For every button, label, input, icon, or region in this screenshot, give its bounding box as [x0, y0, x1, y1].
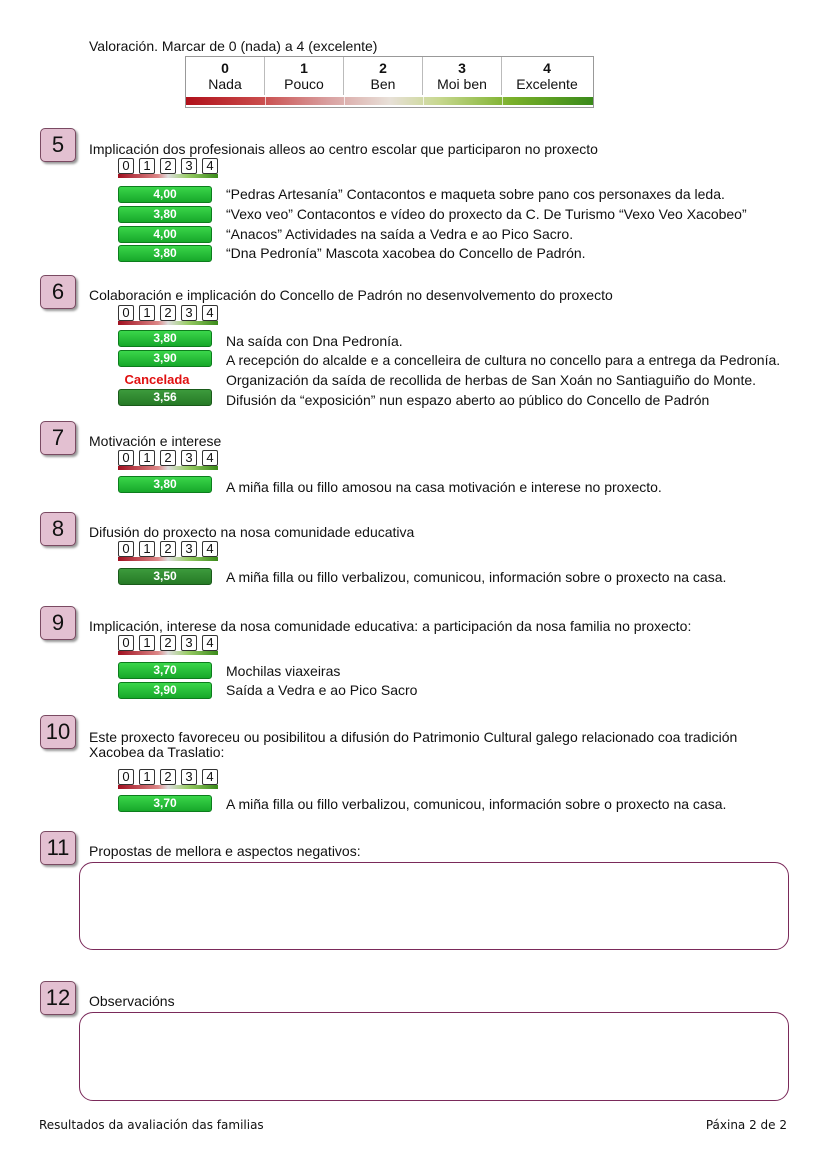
legend-title: Valoración. Marcar de 0 (nada) a 4 (excelente) — [89, 38, 378, 54]
item-text: Mochilas viaxeiras — [226, 663, 341, 679]
question-title: Observacións — [89, 993, 175, 1009]
legend-cell-0 — [186, 57, 265, 95]
item-text: A miña filla ou fillo verbalizou, comunicou, información sobre o proxecto na casa. — [226, 569, 727, 585]
legend-label: Ben — [370, 76, 396, 92]
legend-cell-3 — [423, 57, 502, 95]
score-pill: 4,00 — [118, 226, 212, 243]
scale-digit: 1 — [139, 305, 155, 321]
legend-color-bar — [186, 97, 593, 105]
item-text: Difusión da “exposición” nun espazo aberto ao público do Concello de Padrón — [226, 392, 710, 408]
legend-cell-2 — [344, 57, 423, 95]
item-text: “Pedras Artesanía” Contacontos e maqueta sobre pano cos personaxes da leda. — [226, 186, 725, 202]
rating-legend-table — [185, 56, 594, 108]
item-text: A miña filla ou fillo verbalizou, comunicou, información sobre o proxecto na casa. — [226, 796, 727, 812]
item-text: Organización da saída de recollida de herbas de San Xoán no Santiaguiño do Monte. — [226, 372, 757, 388]
score-pill: 3,90 — [118, 682, 212, 699]
legend-num: 1 — [300, 60, 308, 76]
scale-digit: 2 — [160, 305, 176, 321]
scale-digit: 0 — [118, 541, 134, 557]
scale-digit: 4 — [202, 769, 218, 785]
legend-num: 0 — [221, 60, 229, 76]
question-title: Propostas de mellora e aspectos negativos: — [89, 843, 361, 859]
proposals-textbox[interactable] — [79, 862, 789, 950]
scale-digit: 1 — [139, 541, 155, 557]
score-pill: 3,90 — [118, 350, 212, 367]
footer-page-number: Páxina 2 de 2 — [705, 1118, 787, 1132]
question-number: 8 — [40, 512, 76, 546]
scale-digit: 3 — [181, 450, 197, 466]
legend-cell-1 — [265, 57, 344, 95]
question-title-line2: Xacobea da Traslatio: — [89, 744, 225, 760]
question-title: Implicación dos profesionais alleos ao centro escolar que participaron no proxecto — [89, 141, 598, 157]
question-number: 12 — [40, 981, 76, 1015]
legend-label: Nada — [208, 76, 242, 92]
scale-digit: 4 — [202, 541, 218, 557]
scale-digit: 2 — [160, 769, 176, 785]
scale-digit: 3 — [181, 158, 197, 174]
score-pill: 3,70 — [118, 662, 212, 679]
scale-digit: 4 — [202, 450, 218, 466]
scale-digit: 3 — [181, 541, 197, 557]
question-number: 7 — [40, 421, 76, 455]
item-text: A miña filla ou fillo amosou na casa motivación e interese no proxecto. — [226, 479, 662, 495]
score-pill: 3,80 — [118, 330, 212, 347]
legend-num: 2 — [379, 60, 387, 76]
observations-textbox[interactable] — [79, 1012, 789, 1101]
score-pill: 4,00 — [118, 186, 212, 203]
scale-digit: 2 — [160, 450, 176, 466]
scale-digit: 3 — [181, 769, 197, 785]
cancelled-label: Cancelada — [124, 372, 190, 387]
item-text: “Anacos” Actividades na saída a Vedra e ao Pico Sacro. — [226, 226, 574, 242]
item-text: A recepción do alcalde e a concelleira de cultura no concello para a entrega da Pedronía. — [226, 352, 781, 368]
scale-digit: 4 — [202, 158, 218, 174]
question-title: Difusión do proxecto na nosa comunidade educativa — [89, 524, 415, 540]
score-pill: 3,80 — [118, 206, 212, 223]
scale-digit: 3 — [181, 635, 197, 651]
scale-digit: 2 — [160, 541, 176, 557]
scale-digit: 1 — [139, 769, 155, 785]
scale-digit: 4 — [202, 305, 218, 321]
scale-digit: 1 — [139, 635, 155, 651]
question-title: Motivación e interese — [89, 433, 222, 449]
scale-digit: 0 — [118, 158, 134, 174]
scale-digit: 1 — [139, 450, 155, 466]
scale-digit: 1 — [139, 158, 155, 174]
question-number: 11 — [40, 831, 76, 865]
item-text: “Dna Pedronía” Mascota xacobea do Concello de Padrón. — [226, 245, 586, 261]
question-title: Colaboración e implicación do Concello de Padrón no desenvolvemento do proxecto — [89, 287, 613, 303]
question-number: 10 — [40, 715, 76, 749]
footer-left: Resultados da avaliación das familias — [39, 1118, 264, 1132]
legend-num: 4 — [543, 60, 551, 76]
scale-digit: 4 — [202, 635, 218, 651]
item-text: “Vexo veo” Contacontos e vídeo do proxecto da C. De Turismo “Vexo Veo Xacobeo” — [226, 206, 747, 222]
question-number: 6 — [40, 275, 76, 309]
question-number: 9 — [40, 606, 76, 640]
question-title-line1: Este proxecto favoreceu ou posibilitou a difusión do Patrimonio Cultural galego relacionado coa tradición — [89, 729, 738, 745]
scale-digit: 0 — [118, 450, 134, 466]
score-pill: 3,80 — [118, 245, 212, 262]
score-pill: 3,70 — [118, 795, 212, 812]
scale-digit: 2 — [160, 158, 176, 174]
legend-label: Pouco — [284, 76, 324, 92]
score-pill: 3,80 — [118, 476, 212, 493]
legend-label: Excelente — [516, 76, 578, 92]
item-text: Saída a Vedra e ao Pico Sacro — [226, 682, 418, 698]
legend-cell-4 — [502, 57, 592, 95]
scale-digit: 3 — [181, 305, 197, 321]
score-pill: 3,50 — [118, 568, 212, 585]
question-number: 5 — [40, 128, 76, 162]
scale-digit: 0 — [118, 769, 134, 785]
legend-label: Moi ben — [437, 76, 487, 92]
scale-digit: 2 — [160, 635, 176, 651]
item-text: Na saída con Dna Pedronía. — [226, 333, 403, 349]
score-pill: 3,56 — [118, 389, 212, 406]
scale-digit: 0 — [118, 305, 134, 321]
scale-digit: 0 — [118, 635, 134, 651]
question-title: Implicación, interese da nosa comunidade educativa: a participación da nosa familia no proxecto: — [89, 618, 692, 634]
legend-num: 3 — [458, 60, 466, 76]
